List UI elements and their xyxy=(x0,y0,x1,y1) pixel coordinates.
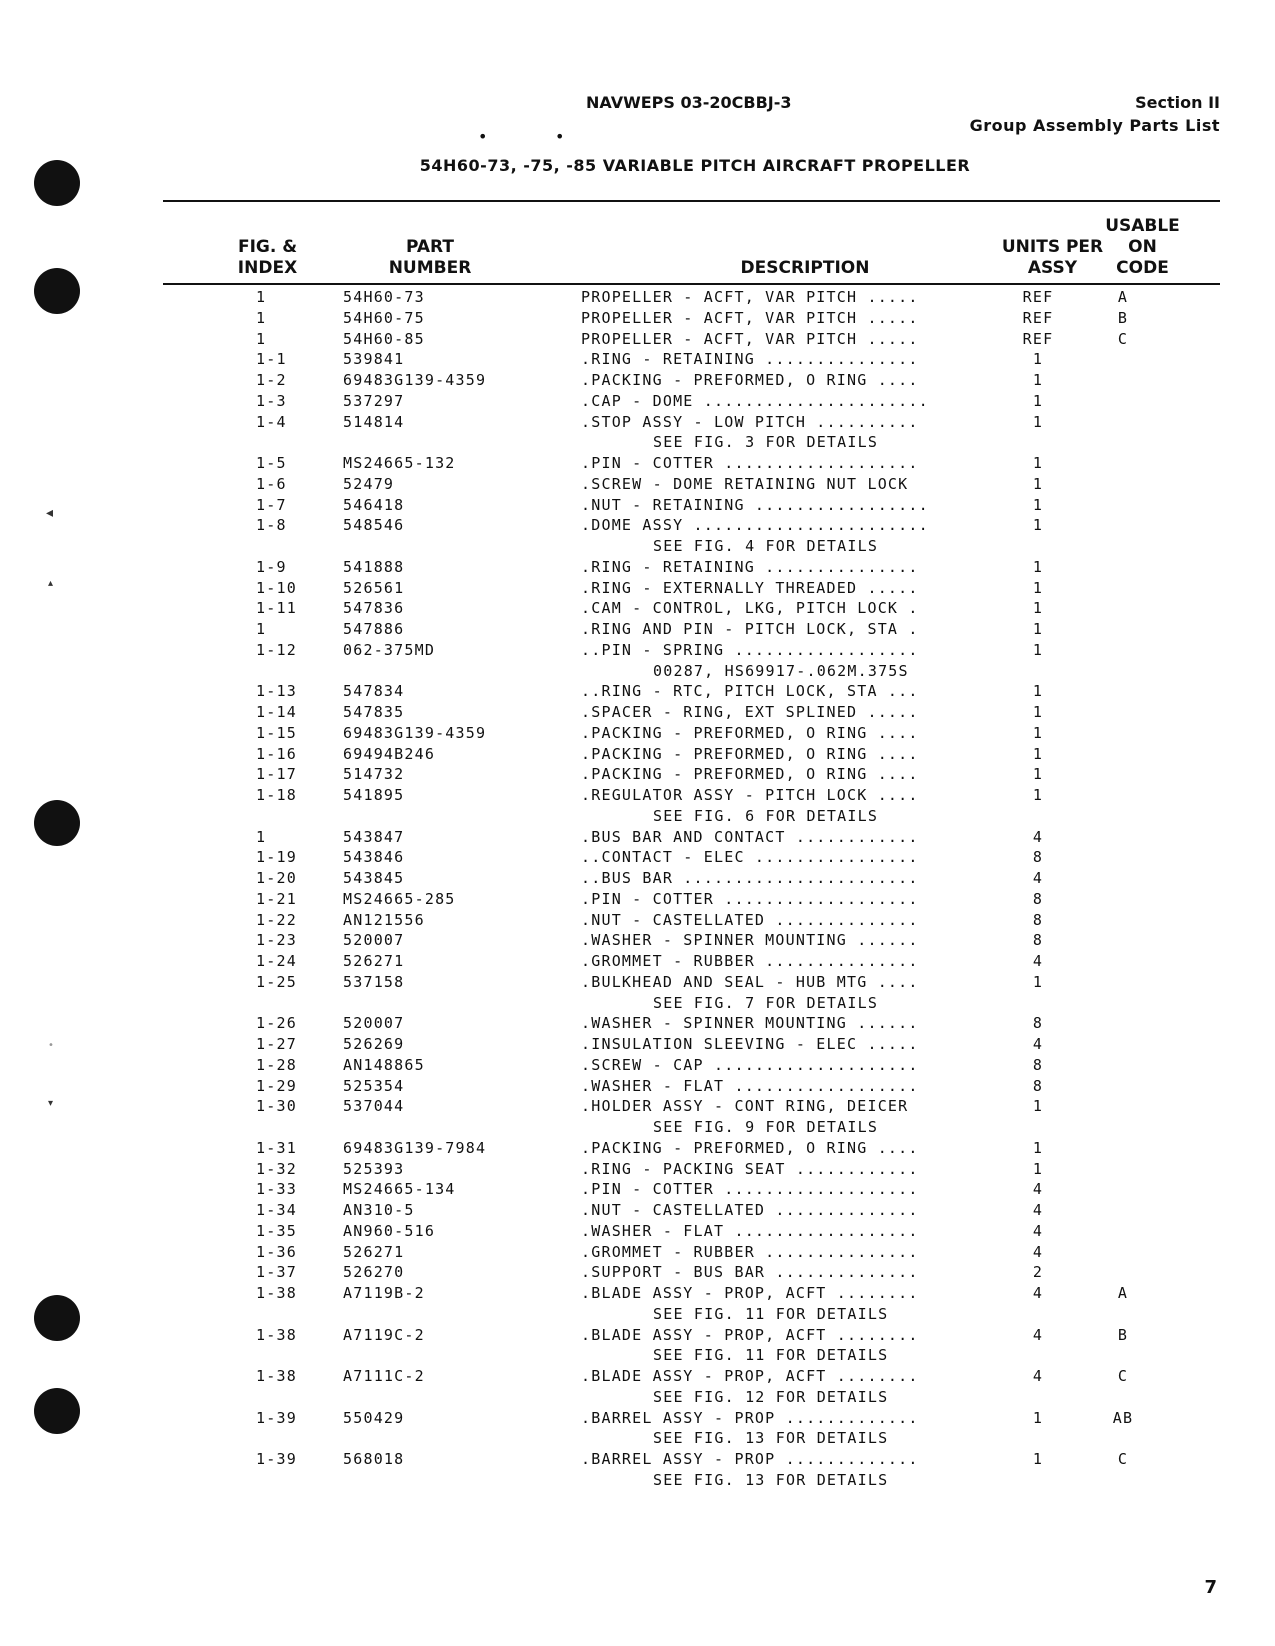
part-number: 548546 xyxy=(343,516,405,535)
units-per-assy: 1 xyxy=(1032,640,1044,659)
table-row xyxy=(163,579,1220,600)
fig-index: 1-13 xyxy=(256,682,297,701)
part-number: 062-375MD xyxy=(343,640,436,659)
usable-on-code: C xyxy=(1117,1367,1129,1385)
table-row-continuation xyxy=(163,662,1220,683)
part-number: 525354 xyxy=(343,1076,405,1095)
part-number: MS24665-285 xyxy=(343,889,456,908)
units-per-assy: 8 xyxy=(1032,1055,1044,1074)
units-per-assy: 1 xyxy=(1032,350,1044,369)
table-row xyxy=(163,1201,1220,1222)
fig-index: 1-4 xyxy=(256,412,287,431)
description: .BARREL ASSY - PROP ............. xyxy=(581,1408,919,1427)
fig-index: 1-15 xyxy=(256,723,297,742)
units-per-assy: 1 xyxy=(1032,620,1044,638)
description: .WASHER - FLAT .................. xyxy=(581,1076,919,1095)
column-header-description: DESCRIPTION xyxy=(740,258,870,278)
part-number: 568018 xyxy=(343,1450,405,1468)
table-row-continuation xyxy=(163,1346,1220,1367)
description: .GROMMET - RUBBER ............... xyxy=(581,952,919,970)
table-row xyxy=(163,848,1220,869)
units-per-assy: 4 xyxy=(1032,1284,1044,1302)
units-per-assy: 4 xyxy=(1032,1221,1044,1240)
header-rule xyxy=(163,200,1220,202)
table-row xyxy=(163,828,1220,849)
column-header-fig-index: FIG. & INDEX xyxy=(237,237,298,278)
fig-index: 1 xyxy=(256,329,267,348)
table-row xyxy=(163,1180,1220,1201)
part-number: 526271 xyxy=(343,1242,405,1261)
part-number: 547834 xyxy=(343,682,405,701)
description: .BLADE ASSY - PROP, ACFT ........ xyxy=(581,1367,919,1385)
part-number: MS24665-134 xyxy=(343,1180,456,1199)
description: .BLADE ASSY - PROP, ACFT ........ xyxy=(581,1325,919,1344)
units-per-assy: 8 xyxy=(1032,910,1044,929)
fig-index: 1 xyxy=(256,308,267,327)
description: .PIN - COTTER ................... xyxy=(581,1180,919,1199)
part-number: AN960-516 xyxy=(343,1221,436,1240)
description-continuation: SEE FIG. 13 FOR DETAILS xyxy=(653,1470,889,1489)
table-row-continuation xyxy=(163,994,1220,1015)
table-row xyxy=(163,973,1220,994)
table-row xyxy=(163,724,1220,745)
description: .PIN - COTTER ................... xyxy=(581,454,919,472)
units-per-assy: 1 xyxy=(1032,412,1044,431)
description: .PACKING - PREFORMED, O RING .... xyxy=(581,371,919,389)
description-continuation: SEE FIG. 4 FOR DETAILS xyxy=(653,537,879,555)
fig-index: 1-31 xyxy=(256,1138,297,1157)
units-per-assy: REF xyxy=(1022,308,1054,327)
units-per-assy: 8 xyxy=(1032,889,1044,908)
fig-index: 1-26 xyxy=(256,1014,297,1033)
fig-index: 1-8 xyxy=(256,516,287,535)
section-subtitle: Group Assembly Parts List xyxy=(969,116,1220,135)
part-number: 69483G139-4359 xyxy=(343,723,487,742)
table-row xyxy=(163,1077,1220,1098)
table-row xyxy=(163,496,1220,517)
fig-index: 1-6 xyxy=(256,474,287,493)
table-row xyxy=(163,1326,1220,1347)
units-per-assy: 1 xyxy=(1032,1159,1044,1178)
description: .WASHER - SPINNER MOUNTING ...... xyxy=(581,1014,919,1033)
fig-index: 1-2 xyxy=(256,371,287,389)
units-per-assy: 4 xyxy=(1032,1367,1044,1385)
table-row xyxy=(163,890,1220,911)
fig-index: 1-27 xyxy=(256,1035,297,1053)
part-number: 52479 xyxy=(343,474,395,493)
parts-table xyxy=(163,288,1220,1492)
scan-mark: ◂ xyxy=(46,505,54,521)
description: .WASHER - FLAT .................. xyxy=(581,1221,919,1240)
units-per-assy: 1 xyxy=(1032,723,1044,742)
units-per-assy: 2 xyxy=(1032,1263,1044,1282)
table-row xyxy=(163,454,1220,475)
description: .INSULATION SLEEVING - ELEC ..... xyxy=(581,1035,919,1053)
units-per-assy: 4 xyxy=(1032,1325,1044,1344)
part-number: 54H60-75 xyxy=(343,308,425,327)
table-row-continuation xyxy=(163,1305,1220,1326)
table-row-continuation xyxy=(163,537,1220,558)
units-per-assy: 8 xyxy=(1032,848,1044,867)
table-row xyxy=(163,620,1220,641)
description: .SCREW - DOME RETAINING NUT LOCK xyxy=(581,474,909,493)
table-row xyxy=(163,1014,1220,1035)
part-number: 526271 xyxy=(343,952,405,970)
units-per-assy: 1 xyxy=(1032,1408,1044,1427)
fig-index: 1-21 xyxy=(256,889,297,908)
units-per-assy: 1 xyxy=(1032,744,1044,763)
fig-index: 1-38 xyxy=(256,1367,297,1385)
description: .PACKING - PREFORMED, O RING .... xyxy=(581,723,919,742)
table-row xyxy=(163,516,1220,537)
description-continuation: SEE FIG. 7 FOR DETAILS xyxy=(653,993,879,1012)
description: .BULKHEAD AND SEAL - HUB MTG .... xyxy=(581,972,919,991)
part-number: 539841 xyxy=(343,350,405,369)
table-row xyxy=(163,1097,1220,1118)
fig-index: 1-17 xyxy=(256,765,297,784)
fig-index: 1-29 xyxy=(256,1076,297,1095)
description: .RING AND PIN - PITCH LOCK, STA . xyxy=(581,620,919,638)
fig-index: 1 xyxy=(256,827,267,846)
fig-index: 1-30 xyxy=(256,1097,297,1116)
units-per-assy: 4 xyxy=(1032,1035,1044,1053)
fig-index: 1-12 xyxy=(256,640,297,659)
fig-index: 1-3 xyxy=(256,391,287,410)
part-number: 525393 xyxy=(343,1159,405,1178)
description: .SPACER - RING, EXT SPLINED ..... xyxy=(581,703,919,721)
fig-index: 1-1 xyxy=(256,350,287,369)
description: .BLADE ASSY - PROP, ACFT ........ xyxy=(581,1284,919,1302)
description: .WASHER - SPINNER MOUNTING ...... xyxy=(581,931,919,950)
part-number: 541895 xyxy=(343,786,405,804)
units-per-assy: 1 xyxy=(1032,474,1044,493)
table-row xyxy=(163,558,1220,579)
fig-index: 1-18 xyxy=(256,786,297,804)
fig-index: 1-22 xyxy=(256,910,297,929)
units-per-assy: 4 xyxy=(1032,1201,1044,1219)
units-per-assy: 8 xyxy=(1032,1014,1044,1033)
description: .GROMMET - RUBBER ............... xyxy=(581,1242,919,1261)
table-row xyxy=(163,682,1220,703)
units-per-assy: 1 xyxy=(1032,765,1044,784)
units-per-assy: 4 xyxy=(1032,1242,1044,1261)
part-number: 514732 xyxy=(343,765,405,784)
table-row-continuation xyxy=(163,433,1220,454)
fig-index: 1-23 xyxy=(256,931,297,950)
description: .PIN - COTTER ................... xyxy=(581,889,919,908)
table-row xyxy=(163,1450,1220,1471)
part-number: MS24665-132 xyxy=(343,454,456,472)
fig-index: 1-33 xyxy=(256,1180,297,1199)
table-row xyxy=(163,288,1220,309)
table-row-continuation xyxy=(163,1429,1220,1450)
part-number: A7119C-2 xyxy=(343,1325,425,1344)
part-number: 547836 xyxy=(343,599,405,618)
usable-on-code: A xyxy=(1117,1284,1129,1302)
fig-index: 1 xyxy=(256,620,267,638)
part-number: 537044 xyxy=(343,1097,405,1116)
column-header-part-number: PART NUMBER xyxy=(388,237,472,278)
units-per-assy: 8 xyxy=(1032,1076,1044,1095)
description: ..RING - RTC, PITCH LOCK, STA ... xyxy=(581,682,919,701)
part-number: 543847 xyxy=(343,827,405,846)
part-number: 526561 xyxy=(343,578,405,597)
table-row xyxy=(163,1367,1220,1388)
column-header-usable-on-code: USABLE ON CODE xyxy=(1105,216,1180,278)
description-continuation: SEE FIG. 6 FOR DETAILS xyxy=(653,806,879,825)
table-row xyxy=(163,703,1220,724)
units-per-assy: 4 xyxy=(1032,952,1044,970)
fig-index: 1-35 xyxy=(256,1221,297,1240)
fig-index: 1-32 xyxy=(256,1159,297,1178)
fig-index: 1-7 xyxy=(256,495,287,514)
table-row xyxy=(163,786,1220,807)
part-number: 69494B246 xyxy=(343,744,436,763)
section-label: Section II xyxy=(1135,93,1220,112)
description: ..BUS BAR ....................... xyxy=(581,869,919,887)
description-continuation: SEE FIG. 3 FOR DETAILS xyxy=(653,433,879,452)
part-number: 54H60-85 xyxy=(343,329,425,348)
fig-index: 1-11 xyxy=(256,599,297,618)
units-per-assy: 1 xyxy=(1032,391,1044,410)
table-row xyxy=(163,1056,1220,1077)
units-per-assy: 1 xyxy=(1032,972,1044,991)
part-number: 543845 xyxy=(343,869,405,887)
part-number: 520007 xyxy=(343,931,405,950)
table-row xyxy=(163,1263,1220,1284)
part-number: 547886 xyxy=(343,620,405,638)
document-number: NAVWEPS 03-20CBBJ-3 xyxy=(586,93,792,112)
binder-hole xyxy=(34,1388,80,1434)
fig-index: 1-28 xyxy=(256,1055,297,1074)
usable-on-code: C xyxy=(1117,329,1129,348)
description: .SCREW - CAP .................... xyxy=(581,1055,919,1074)
fig-index: 1-20 xyxy=(256,869,297,887)
description: .STOP ASSY - LOW PITCH .......... xyxy=(581,412,919,431)
table-row xyxy=(163,1222,1220,1243)
units-per-assy: 1 xyxy=(1032,1450,1044,1468)
units-per-assy: 1 xyxy=(1032,371,1044,389)
table-row-continuation xyxy=(163,1388,1220,1409)
table-row xyxy=(163,931,1220,952)
description-continuation: SEE FIG. 9 FOR DETAILS xyxy=(653,1118,879,1136)
description: .RING - RETAINING ............... xyxy=(581,350,919,369)
part-number: A7111C-2 xyxy=(343,1367,425,1385)
fig-index: 1-19 xyxy=(256,848,297,867)
page-number: 7 xyxy=(1204,1577,1217,1598)
part-number: 526269 xyxy=(343,1035,405,1053)
part-number: 54H60-73 xyxy=(343,288,425,306)
description: .RING - RETAINING ............... xyxy=(581,557,919,576)
description: .NUT - CASTELLATED .............. xyxy=(581,910,919,929)
fig-index: 1-10 xyxy=(256,578,297,597)
print-dot: • xyxy=(555,127,565,146)
part-number: 537158 xyxy=(343,972,405,991)
fig-index: 1-34 xyxy=(256,1201,297,1219)
binder-hole xyxy=(34,800,80,846)
fig-index: 1-39 xyxy=(256,1450,297,1468)
part-number: 550429 xyxy=(343,1408,405,1427)
fig-index: 1-16 xyxy=(256,744,297,763)
scan-mark: ▾ xyxy=(48,1098,54,1109)
table-row xyxy=(163,475,1220,496)
table-row xyxy=(163,765,1220,786)
units-per-assy: 1 xyxy=(1032,578,1044,597)
description: .PACKING - PREFORMED, O RING .... xyxy=(581,765,919,784)
part-number: A7119B-2 xyxy=(343,1284,425,1302)
description-continuation: 00287, HS69917-.062M.375S xyxy=(653,661,909,680)
part-number: 543846 xyxy=(343,848,405,867)
usable-on-code: B xyxy=(1117,308,1129,327)
table-row xyxy=(163,599,1220,620)
description-continuation: SEE FIG. 11 FOR DETAILS xyxy=(653,1346,889,1365)
description: .REGULATOR ASSY - PITCH LOCK .... xyxy=(581,786,919,804)
description-continuation: SEE FIG. 11 FOR DETAILS xyxy=(653,1304,889,1323)
description: .CAP - DOME ...................... xyxy=(581,391,929,410)
units-per-assy: 1 xyxy=(1032,682,1044,701)
part-number: 520007 xyxy=(343,1014,405,1033)
table-row xyxy=(163,1160,1220,1181)
part-number: AN148865 xyxy=(343,1055,425,1074)
part-number: 537297 xyxy=(343,391,405,410)
part-number: AN121556 xyxy=(343,910,425,929)
fig-index: 1 xyxy=(256,288,267,306)
part-number: 514814 xyxy=(343,412,405,431)
description: ..CONTACT - ELEC ................ xyxy=(581,848,919,867)
description: .RING - EXTERNALLY THREADED ..... xyxy=(581,578,919,597)
part-number: 546418 xyxy=(343,495,405,514)
part-number: 526270 xyxy=(343,1263,405,1282)
table-row xyxy=(163,869,1220,890)
table-row xyxy=(163,350,1220,371)
part-number: AN310-5 xyxy=(343,1201,415,1219)
units-per-assy: 4 xyxy=(1032,1180,1044,1199)
table-row xyxy=(163,1409,1220,1430)
description: PROPELLER - ACFT, VAR PITCH ..... xyxy=(581,329,919,348)
description: .RING - PACKING SEAT ............ xyxy=(581,1159,919,1178)
usable-on-code: B xyxy=(1117,1325,1129,1344)
description: .SUPPORT - BUS BAR .............. xyxy=(581,1263,919,1282)
units-per-assy: 1 xyxy=(1032,703,1044,721)
units-per-assy: 1 xyxy=(1032,516,1044,535)
description: .BARREL ASSY - PROP ............. xyxy=(581,1450,919,1468)
units-per-assy: 4 xyxy=(1032,827,1044,846)
description: .BUS BAR AND CONTACT ............ xyxy=(581,827,919,846)
table-row xyxy=(163,371,1220,392)
table-row xyxy=(163,309,1220,330)
units-per-assy: REF xyxy=(1022,329,1054,348)
description: .HOLDER ASSY - CONT RING, DEICER xyxy=(581,1097,909,1116)
units-per-assy: 1 xyxy=(1032,1097,1044,1116)
fig-index: 1-24 xyxy=(256,952,297,970)
part-number: 547835 xyxy=(343,703,405,721)
table-row xyxy=(163,1284,1220,1305)
units-per-assy: 8 xyxy=(1032,931,1044,950)
fig-index: 1-38 xyxy=(256,1325,297,1344)
page-title: 54H60-73, -75, -85 VARIABLE PITCH AIRCRAFT PROPELLER xyxy=(419,156,971,175)
units-per-assy: 4 xyxy=(1032,869,1044,887)
description: PROPELLER - ACFT, VAR PITCH ..... xyxy=(581,288,919,306)
binder-hole xyxy=(34,1295,80,1341)
fig-index: 1-36 xyxy=(256,1242,297,1261)
description: .NUT - CASTELLATED .............. xyxy=(581,1201,919,1219)
description: ..PIN - SPRING .................. xyxy=(581,640,919,659)
fig-index: 1-25 xyxy=(256,972,297,991)
table-row xyxy=(163,413,1220,434)
description: .DOME ASSY ....................... xyxy=(581,516,929,535)
table-row xyxy=(163,952,1220,973)
units-per-assy: 1 xyxy=(1032,1138,1044,1157)
table-row-continuation xyxy=(163,1471,1220,1492)
units-per-assy: 1 xyxy=(1032,454,1044,472)
units-per-assy: 1 xyxy=(1032,557,1044,576)
part-number: 541888 xyxy=(343,557,405,576)
table-row-continuation xyxy=(163,807,1220,828)
units-per-assy: 1 xyxy=(1032,599,1044,618)
fig-index: 1-5 xyxy=(256,454,287,472)
units-per-assy: REF xyxy=(1022,288,1054,306)
description: .PACKING - PREFORMED, O RING .... xyxy=(581,744,919,763)
scan-mark: ▴ xyxy=(48,578,54,589)
fig-index: 1-39 xyxy=(256,1408,297,1427)
description: .PACKING - PREFORMED, O RING .... xyxy=(581,1138,919,1157)
fig-index: 1-37 xyxy=(256,1263,297,1282)
description-continuation: SEE FIG. 13 FOR DETAILS xyxy=(653,1429,889,1448)
fig-index: 1-14 xyxy=(256,703,297,721)
table-row xyxy=(163,392,1220,413)
fig-index: 1-9 xyxy=(256,557,287,576)
table-row xyxy=(163,330,1220,351)
usable-on-code: A xyxy=(1117,288,1129,306)
description: .NUT - RETAINING ................. xyxy=(581,495,929,514)
table-row xyxy=(163,745,1220,766)
description: PROPELLER - ACFT, VAR PITCH ..... xyxy=(581,308,919,327)
table-row xyxy=(163,641,1220,662)
table-row xyxy=(163,911,1220,932)
column-header-rule xyxy=(163,283,1220,285)
part-number: 69483G139-7984 xyxy=(343,1138,487,1157)
table-row-continuation xyxy=(163,1118,1220,1139)
table-row xyxy=(163,1035,1220,1056)
part-number: 69483G139-4359 xyxy=(343,371,487,389)
scan-mark: • xyxy=(48,1040,54,1051)
description-continuation: SEE FIG. 12 FOR DETAILS xyxy=(653,1387,889,1406)
usable-on-code: C xyxy=(1117,1450,1129,1468)
column-header-units-per-assy: UNITS PER ASSY xyxy=(1001,237,1104,278)
usable-on-code: AB xyxy=(1112,1408,1134,1427)
description: .CAM - CONTROL, LKG, PITCH LOCK . xyxy=(581,599,919,618)
print-dot: • xyxy=(478,127,488,146)
units-per-assy: 1 xyxy=(1032,786,1044,804)
binder-hole xyxy=(34,268,80,314)
units-per-assy: 1 xyxy=(1032,495,1044,514)
table-row xyxy=(163,1243,1220,1264)
fig-index: 1-38 xyxy=(256,1284,297,1302)
table-row xyxy=(163,1139,1220,1160)
